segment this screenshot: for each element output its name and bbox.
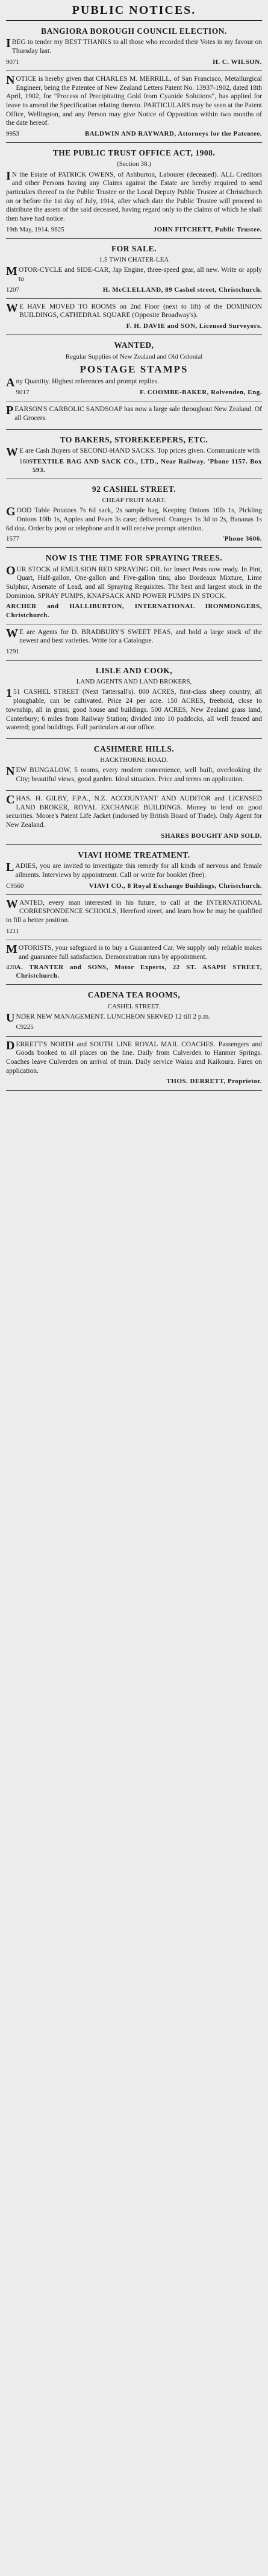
notice-body: LADIES, you are invited to investigate this remedy for all kinds of nervous and female ailments. Interviews by appointment. Call or write for booklet (free). xyxy=(6,861,262,879)
notice xyxy=(6,661,262,739)
notice-ref: 19th May, 1914. 9625 xyxy=(6,225,64,233)
notice-ref: 1207 xyxy=(6,286,19,294)
notice xyxy=(6,21,262,71)
notice-footer xyxy=(6,882,262,890)
notice-subheading: HACKTHORNE ROAD. xyxy=(100,756,168,764)
notice-signature: ARCHER and HALLIBURTON, INTERNATIONAL IRONMONGERS, Christchurch. xyxy=(6,603,262,619)
notice-body: WE are Cash Buyers of SECOND-HAND SACKS. Top prices given. Communicate with xyxy=(6,445,260,459)
notice-footer xyxy=(6,832,262,840)
notice-footer xyxy=(6,130,262,138)
notice-body: Any Quantity. Highest references and prompt replies. xyxy=(6,376,159,390)
notice xyxy=(6,624,262,661)
notice-body: MOTORISTS, your safeguard is to buy a Guaranteed Car. We supply only reliable makes and guarantee full satisfaction. Demonstration runs by appointment. xyxy=(6,942,262,961)
notice-subheading: LAND AGENTS AND LAND BROKERS, xyxy=(76,678,192,686)
notice-heading: CADENA TEA ROOMS, xyxy=(87,990,181,1000)
notice-signature: BALDWIN AND RAYWARD, Attorneys for the Patentee. xyxy=(84,130,262,138)
notice-footer xyxy=(6,963,262,980)
notice-body: WANTED, every man interested in his future, to call at the INTERNATIONAL CORRESPONDENCE SCHOOLS, Hereford street, and learn how he may be qualified to fill a better position. xyxy=(6,897,262,925)
notice-heading: THE PUBLIC TRUST OFFICE ACT, 1908. xyxy=(52,148,216,158)
notice xyxy=(6,299,262,336)
notice-signature: JOHN FITCHETT, Public Trustee. xyxy=(153,225,262,233)
notice-body: IN the Estate of PATRICK OWENS, of Ashburton, Labourer (deceased). ALL Creditors and other Persons having any Claims against the Estate are hereby required to send particulars thereof to the Public Trustee or the Local Deputy Public Trustee at Christchurch on or before the 1st day of July, 1914, after which date the Public Trustee will proceed to distribute the assets of the said deceased, having regard only to the claims of which he shall then have had notice. xyxy=(6,169,262,223)
notice-body: UNDER NEW MANAGEMENT. LUNCHEON SERVED 12 till 2 p.m. xyxy=(6,1011,211,1025)
notice-subheading: CHEAP FRUIT MART. xyxy=(102,497,166,504)
notice-subheading: CASHEL STREET. xyxy=(107,1002,161,1010)
notice-display-heading: POSTAGE STAMPS xyxy=(79,363,189,375)
notice-ref: C9560 xyxy=(6,882,24,890)
notice-footer xyxy=(6,927,262,935)
notice xyxy=(6,739,262,791)
notice-body: DERRETT'S NORTH and SOUTH LINE ROYAL MAIL COACHES. Passengers and Goods booked to all places on the line. Daily from Culverden to Hanmer Springs. Coaches leave Culverden on arrival of train. Daily service Waiau and Kaikoura. Fares on application. xyxy=(6,1038,262,1075)
notice xyxy=(6,335,262,401)
notice-subheading: Regular Supplies of New Zealand and Old Colonial xyxy=(65,353,203,360)
notice-heading: LISLE AND COOK, xyxy=(95,666,173,676)
notice-signature: 'Phone 3606. xyxy=(222,535,262,543)
notice-heading: TO BAKERS, STOREKEEPERS, ETC. xyxy=(60,435,208,444)
notice-signature: TEXTILE BAG AND SACK CO., LTD., Near Railway. 'Phone 1157. Box 593. xyxy=(33,457,262,474)
notice-body: WE are Agents for D. BRADBURY'S SWEET PEAS, and hold a large stock of the newest and best varieties. Write for a Catalogue. xyxy=(6,626,262,645)
notice-footer xyxy=(6,322,262,330)
notice-body: NEW BUNGALOW, 5 rooms, every modern convenience, well built, overlooking the City; beautiful views, good garden. Ideal situation. Price and terms on application. xyxy=(6,765,262,784)
notice-heading: NOW IS THE TIME FOR SPRAYING TREES. xyxy=(45,553,223,563)
notice xyxy=(6,985,262,1036)
newspaper-page xyxy=(0,0,268,1097)
notice-signature: H. McCLELLAND, 89 Cashel street, Christchurch. xyxy=(102,286,262,294)
notice-signature: H. C. WILSON. xyxy=(213,58,262,66)
notice-signature: VIAVI CO., 8 Royal Exchange Buildings, Christchurch. xyxy=(89,882,262,890)
notice-heading: VIAVI HOME TREATMENT. xyxy=(78,850,190,859)
notice-ref: 1577 xyxy=(6,535,19,543)
notice xyxy=(6,239,262,299)
notice-footer xyxy=(6,225,262,234)
notice xyxy=(6,430,262,479)
notices-column xyxy=(6,21,262,1091)
notice xyxy=(6,401,262,429)
notice-ref: 9953 xyxy=(6,130,19,138)
notice-ref: 1211 xyxy=(6,927,19,935)
notice-footer xyxy=(16,1023,262,1031)
notice-footer xyxy=(6,1077,262,1085)
notice-body: GOOD Table Potatoes 7s 6d sack, 2s sample bag, Keeping Onions 10lb 1s, Pickling Onions 10lb 1s, Apples and Pears 3s case; delivered. Oranges 1s 3d to 2s, Bananas 1s 6d doz. Order by post or telephone and it will receive prompt attention. xyxy=(6,505,262,532)
notice xyxy=(6,940,262,985)
notice-footer xyxy=(16,388,262,397)
notice-subheading: 1.5 TWIN CHATER-LEA xyxy=(99,256,169,264)
notice xyxy=(6,1037,262,1091)
notice-ref: 420 xyxy=(6,964,16,972)
notice-ref: 1609 xyxy=(19,457,33,465)
notice-ref: 9071 xyxy=(6,58,19,66)
notice-body: IBEG to tender my BEST THANKS to all those who recorded their Votes in my favour on Thursday last. xyxy=(6,37,262,55)
notice-signature: A. TRANTER and SONS, Motor Experts, 22 ST. ASAPH STREET, Christchurch. xyxy=(16,964,262,980)
notice-footer xyxy=(6,286,262,294)
notice xyxy=(6,895,262,940)
notice-heading: FOR SALE. xyxy=(111,243,157,253)
notice-footer xyxy=(6,58,262,66)
notice-footer xyxy=(6,647,262,656)
notice-footer xyxy=(19,457,262,474)
page-title: PUBLIC NOTICES. xyxy=(6,0,262,21)
notice-heading: BANGIORA BOROUGH COUNCIL ELECTION. xyxy=(41,27,227,36)
notice-signature: THOS. DERRETT, Proprietor. xyxy=(166,1078,262,1085)
notice-body: CHAS. H. GILBY, F.P.A., N.Z. ACCOUNTANT AND AUDITOR and LICENSED LAND BROKER, ROYAL EXCHANGE BUILDINGS. Money to lend on good securities. Moore's Patent Life Jacket (indorsed by British Board of Trade). Only Agent for New Zealand. xyxy=(6,793,262,829)
notice-heading: 92 CASHEL STREET. xyxy=(92,484,176,494)
notice xyxy=(6,548,262,624)
notice xyxy=(6,845,262,895)
notice-ref: C9225 xyxy=(16,1023,34,1031)
notice-body: WE HAVE MOVED TO ROOMS on 2nd Floor (next to lift) of the DOMINION BUILDINGS, CATHEDRAL SQUARE (Opposite Broadway's). xyxy=(6,301,262,319)
notice-footer xyxy=(6,535,262,543)
notice-subheading: (Section 38.) xyxy=(117,160,151,168)
notice xyxy=(6,143,262,239)
notice xyxy=(6,479,262,548)
notice-signature: F. H. DAVIE and SON, Licensed Surveyors. xyxy=(126,322,262,330)
notice xyxy=(6,791,262,845)
notice-ref: 9017 xyxy=(16,389,30,397)
notice-signature: F. COOMBE-BAKER, Rolvenden, Eng. xyxy=(140,389,262,397)
notice-heading: WANTED, xyxy=(114,341,154,350)
notice-signature: SHARES BOUGHT AND SOLD. xyxy=(161,832,262,840)
notice-ref: 1291 xyxy=(6,648,19,656)
notice-heading: CASHMERE HILLS. xyxy=(93,744,175,754)
notice-body: PEARSON'S CARBOLIC SANDSOAP has now a large sale throughout New Zealand. Of all Grocers. xyxy=(6,404,262,422)
notice-body: 151 CASHEL STREET (Next Tattersall's). 800 ACRES, first-class sheep country, all ploughable, can be cultivated. Price 24 per acre. 150 ACRES, freehold, close to township, all in grass; good house and buildings. 500 ACRES, New Zealand grass land, Canterbury; 6 miles from Railway Station; divided into 10 paddocks, all well fenced and watered; good buildings. Full particulars at our office. xyxy=(6,686,262,732)
notice-body: OUR STOCK of EMULSION RED SPRAYING OIL for Insect Pests now ready. In Pint, Quart, Half-gallon, One-gallon and Five-gallon tins; also Bordeaux Mixture, Lime Sulphur, Arsenate of Lead, and all Spraying Requisites. The best and largest stock in the Dominion. SPRAY PUMPS, KNAPSACK AND POWER PUMPS IN STOCK. xyxy=(6,564,262,600)
notice-body: MOTOR-CYCLE and SIDE-CAR, Jap Engine, three-speed gear, all new. Write or apply to xyxy=(6,265,262,283)
notice xyxy=(6,71,262,143)
notice-footer xyxy=(6,602,262,619)
notice-body: NOTICE is hereby given that CHARLES M. MERRILL, of San Francisco, Metallurgical Engineer, being the Patentee of New Zealand Letters Patent No. 13937-1902, dated 18th April, 1902, for "Process of Precipitating Gold from Cyanide Solutions", has applied for leave to amend the Specification relating thereto. PARTICULARS may be seen at the Patent Office, Wellington, and any Person may give Notice of Opposition within two months of the date hereof. xyxy=(6,73,262,127)
